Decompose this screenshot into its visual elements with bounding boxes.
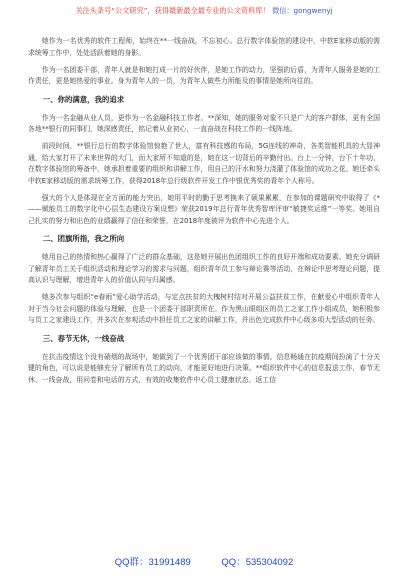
section-paragraph: 作为一名金融从业人员，更作为一名金融科技工作者。**深知，她的服务对象不只是广大的客户群体，更有全国各地**银行的同事们，她深感责任，铭记着从业初心，一直奋战在科技工作的一线阵地。 — [28, 113, 380, 133]
section-heading: 三、春节无休，一线奋战 — [42, 333, 125, 343]
section-paragraph: 强大的个人是体现在全方面的能力突出，她用平时的勤于思考换来了硕果累累，在参加的课题研究中取得了《*——赋能员工的数字化中心层生态建设方案设想》荣获2019年总行青年优秀智库评审“敏捷奖运维”一等奖。她用自己扎实的努力和出色的业绩赢得了信任和荣誉，在2018年度被评为软件中心先进个人。 — [28, 193, 380, 225]
contact-footer — [0, 554, 408, 568]
section-paragraph: 她多次参与组织“e春雨”爱心助学活动，与定点扶贫的大槐树村结对开展公益扶贫工作，在献爱心中组织青年人对于当今社会问题的体验与理解，也是一个团委干部职责所在。作为黑山眼组区的员工之家工作小组成员，她积极参与员工之家建设工作，并多次在参观活动中担任员工之家的讲解工作，并出色完成软件中心级多项大型活动的任务。 — [28, 293, 380, 324]
wechat-id: 微信：gongwenyj — [271, 6, 333, 15]
section-paragraph: 在抗击疫情这个没有硝烟的战场中，她做到了一个优秀团干部应该做的事情。信息畅通在抗疫期间扮演了十分关键的角色，可以说是能够充分了解所有员工的动向，才能更好地进行决策。**组织软件中心的信息报送工作，春节无休、一线奋战，用问卷和电话的方式，有效的收集软件中心员工健康状态、返工信 — [28, 352, 380, 384]
intro-paragraph: 她作为一名优秀的软件工程师，始终在**一线奋战，不忘初心。总行数字体验馆的建设中，中软E家移动版的需求统筹工作中，处处活跃着她的身影。 — [28, 37, 380, 57]
intro-paragraph: 作为一名团委干部，青年人就是和她打成一片的好伙伴，是她工作的动力，坚强的后盾，为青年人服务是她的工作责任，更是她热爱的事业。身为青年人的一员，为青年人做些力所能及的事情是她所向往的。 — [28, 65, 380, 85]
section-heading: 二、团旗所指，我之所向 — [42, 234, 125, 243]
section-paragraph: 她用自己的热情和热心赢得了广泛的群众基础，这是她开展出色团组织工作的良好开端和成功要素。她充分调研了解青年员工关于组织活动和理论学习的需求与问题，组织青年员工参与辩论赛等活动，在辩论中思考理论问题，提高认识与理解，增进青年人的价值认同与归属感。 — [28, 253, 380, 284]
promo-text: 关注头条号“公文研究”，获得最新最全最专业的公文资料库！ — [75, 6, 270, 15]
qq-contact-link[interactable]: QQ：535304092 — [221, 557, 294, 568]
qq-group-link[interactable]: QQ群：31991489 — [114, 557, 191, 568]
promo-header — [0, 6, 408, 15]
section-heading: 一、你的满意，我的追求 — [42, 94, 125, 104]
section-paragraph: 前段时间，**银行总行的数字体验馆惊艳了世人，富有科技感的布局，5G连线的神奇，各类智能机具的大显神通，给大家打开了未来世界的大门，而大家所不知道的是，她在这一切背后的辛勤付出。台上一分钟，台下十年功，在数字体验馆的筹备中，她承担着重要的组织和讲解工作，用自己的汗水和努力浇灌了体验馆的成功之花。她还牵头中软E家移动版的需求统筹工作，获得2018年总行级软件开发工作中银优秀奖的青年个人称号。 — [28, 142, 380, 185]
document-body — [28, 36, 380, 392]
